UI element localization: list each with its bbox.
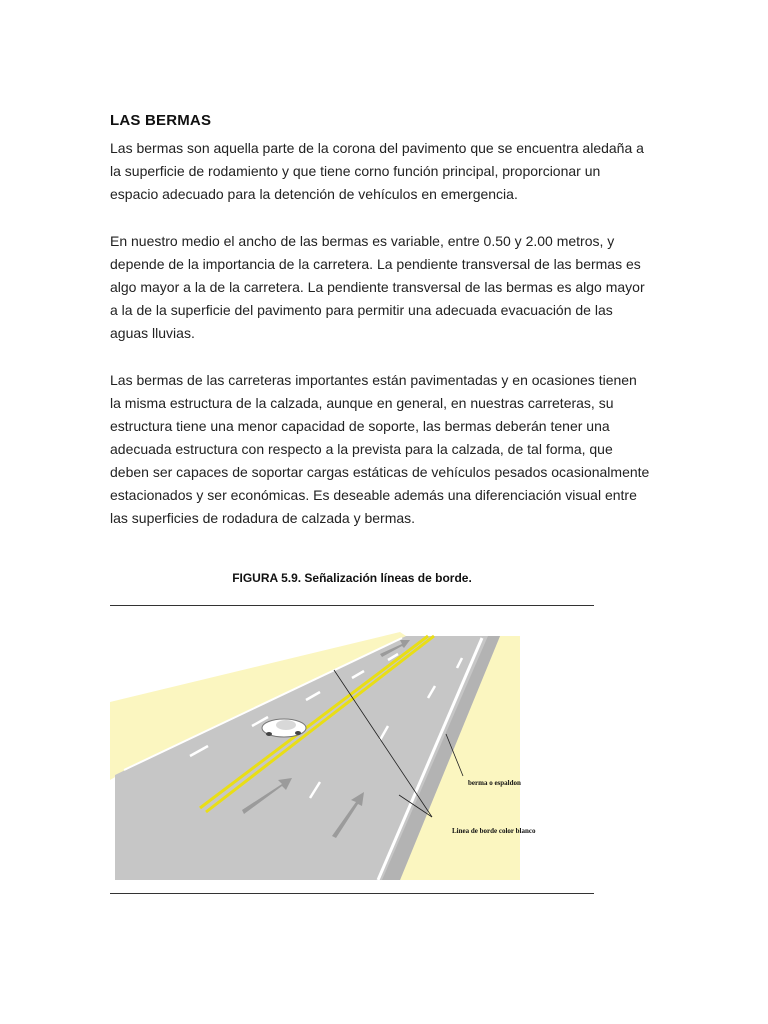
text-line: estructura tiene una menor capacidad de soporte, las bermas deberán tener una bbox=[110, 418, 610, 434]
paragraph bbox=[110, 369, 670, 530]
text-line: las superficies de rodadura de calzada y bermas. bbox=[110, 510, 416, 526]
text-line: la misma estructura de la calzada, aunque en general, en nuestras carreteras, su bbox=[110, 395, 614, 411]
text-line: aguas lluvias. bbox=[110, 325, 195, 341]
text-line: algo mayor a la de la carretera. La pendiente transversal de las bermas es algo mayor bbox=[110, 279, 645, 295]
edge-line-label: Linea de borde color blanco bbox=[452, 827, 536, 835]
text-line: deben ser capaces de soportar cargas estáticas de vehículos pesados ocasionalmente bbox=[110, 464, 650, 480]
text-line: En nuestro medio el ancho de las bermas es variable, entre 0.50 y 2.00 metros, y bbox=[110, 233, 615, 249]
text-line: estacionados y ser económicas. Es deseable además una diferenciación visual entre bbox=[110, 487, 637, 503]
paragraph bbox=[110, 137, 670, 206]
text-line: espacio adecuado para la detención de vehículos en emergencia. bbox=[110, 186, 518, 202]
text-line: adecuada estructura con respecto a la prevista para la calzada, de tal forma, que bbox=[110, 441, 613, 457]
figure-top-rule bbox=[110, 605, 594, 606]
figure-caption: FIGURA 5.9. Señalización líneas de borde. bbox=[232, 571, 472, 585]
text-line: depende de la importancia de la carretera. La pendiente transversal de las bermas es bbox=[110, 256, 641, 272]
text-line: Las bermas de las carreteras importantes están pavimentadas y en ocasiones tienen bbox=[110, 372, 637, 388]
figure-bottom-rule bbox=[110, 893, 594, 894]
road-edge-line-figure bbox=[110, 630, 594, 885]
text-line: la superficie de rodamiento y que tiene corno función principal, proporcionar un bbox=[110, 163, 601, 179]
page-title: LAS BERMAS bbox=[110, 112, 212, 129]
paragraph bbox=[110, 230, 670, 345]
car-icon bbox=[262, 719, 306, 737]
text-line: a la de la superficie del pavimento para permitir una adecuada evacuación de las bbox=[110, 302, 613, 318]
shoulder-label: berma o espaldon bbox=[468, 779, 521, 787]
text-line: Las bermas son aquella parte de la corona del pavimento que se encuentra aledaña a bbox=[110, 140, 644, 156]
